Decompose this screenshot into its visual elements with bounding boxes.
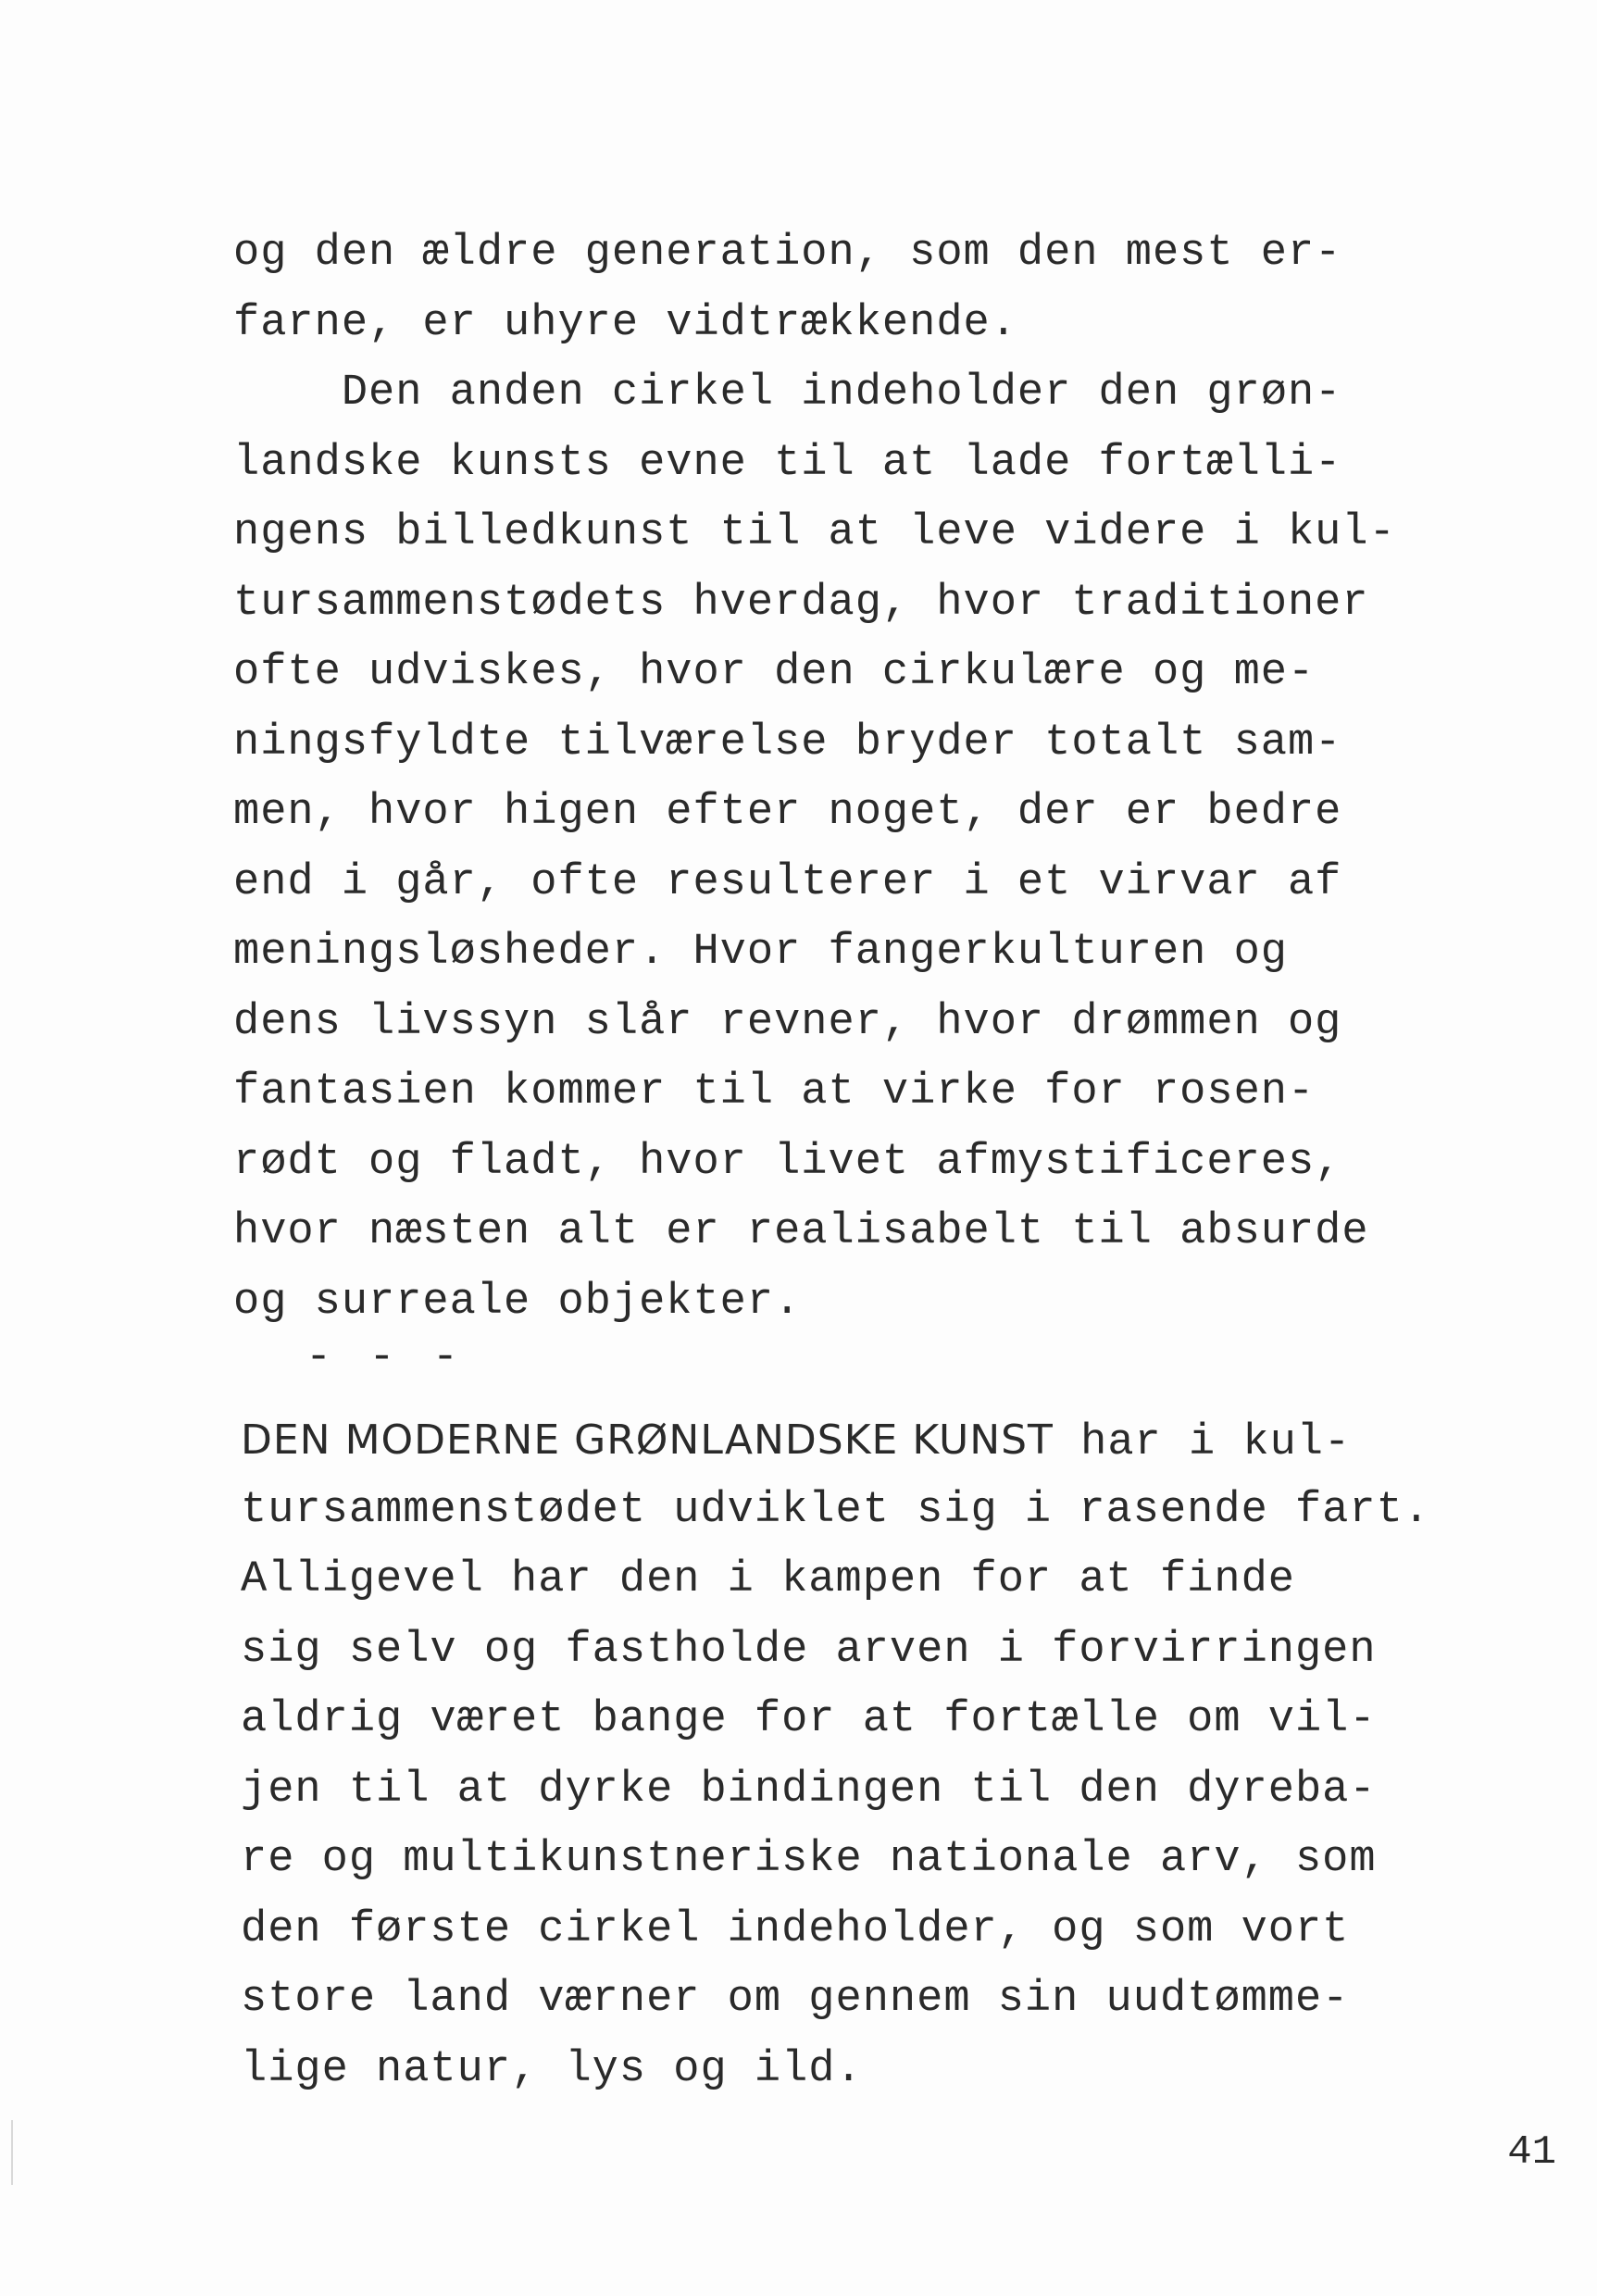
text-line: og surreale objekter. (233, 1277, 802, 1327)
text-line: ningsfyldte tilværelse bryder totalt sam- (233, 718, 1342, 767)
paragraph-one (233, 218, 1474, 1337)
page-number: 41 (1507, 2129, 1556, 2176)
text-line: tursammenstødet udviklet sig i rasende fart. (241, 1485, 1431, 1535)
text-line: dens livssyn slår revner, hvor drømmen og (233, 997, 1342, 1047)
margin-scan-mark (11, 2120, 13, 2185)
text-line: fantasien kommer til at virke for rosen- (233, 1067, 1316, 1117)
text-line: sig selv og fastholde arven i forvirringen (241, 1625, 1377, 1675)
paragraph-two (241, 1405, 1481, 2104)
heading-line (241, 1405, 1481, 1476)
section-separator: - - - (306, 1333, 465, 1382)
text-line: lige natur, lys og ild. (241, 2044, 863, 2094)
text-line: den første cirkel indeholder, og som vort (241, 1904, 1350, 1954)
text-line: rødt og fladt, hvor livet afmystificeres, (233, 1137, 1342, 1187)
text-line: end i går, ofte resulterer i et virvar af (233, 857, 1342, 907)
text-line: ofte udviskes, hvor den cirkulære og me- (233, 648, 1316, 697)
heading-line-rest: har i kul- (1053, 1418, 1352, 1467)
text-line: og den ældre generation, som den mest er- (233, 229, 1342, 278)
text-line: re og multikunstneriske nationale arv, som (241, 1835, 1377, 1884)
text-line: Den anden cirkel indeholder den grøn- (233, 368, 1342, 418)
text-line: aldrig været bange for at fortælle om vil- (241, 1695, 1377, 1744)
text-line: farne, er uhyre vidtrækkende. (233, 298, 1017, 348)
text-line: tursammenstødets hverdag, hvor traditioner (233, 578, 1369, 628)
text-line: ngens billedkunst til at leve videre i kul- (233, 508, 1396, 557)
text-line: landske kunsts evne til at lade fortælli- (233, 438, 1342, 488)
text-line: hvor næsten alt er realisabelt til absurde (233, 1207, 1369, 1256)
section-heading: DEN MODERNE GRØNLANDSKE KUNST (241, 1416, 1054, 1464)
text-line: Alligevel har den i kampen for at finde (241, 1555, 1295, 1604)
text-line: men, hvor higen efter noget, der er bedre (233, 788, 1342, 837)
text-line: store land værner om gennem sin uudtømme- (241, 1975, 1350, 2024)
text-line: meningsløsheder. Hvor fangerkulturen og (233, 928, 1288, 977)
text-line: jen til at dyrke bindingen til den dyreba- (241, 1765, 1377, 1815)
